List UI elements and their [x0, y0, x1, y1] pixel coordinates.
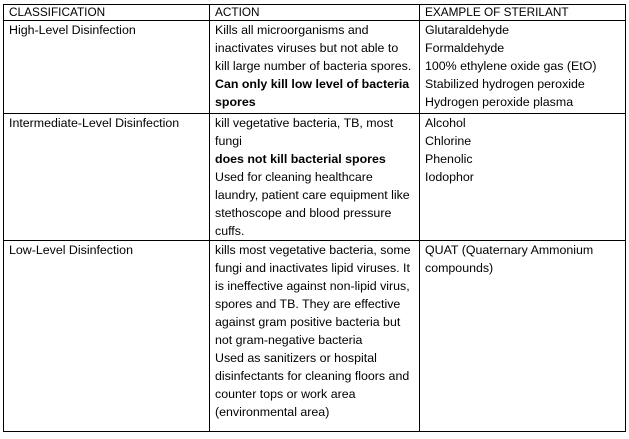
table-row [4, 114, 626, 241]
classification-label: Low-Level Disinfection [9, 243, 133, 257]
sterilant-item: Phenolic [425, 152, 473, 166]
classification-label: High-Level Disinfection [9, 23, 136, 37]
action-text: Kills all microorganisms and inactivates viruses but not able to kill large number of bacteria spores. [215, 23, 412, 73]
sterilant-item: 100% ethylene oxide gas (EtO) [425, 59, 597, 73]
sterilant-item: Stabilized hydrogen peroxide [425, 77, 585, 91]
sterilant-item: Alcohol [425, 116, 466, 130]
action-text-usage: Used for cleaning healthcare laundry, patient care equipment like stethoscope and blood pressure cuffs. [215, 170, 410, 238]
classification-cell [4, 114, 210, 241]
sterilant-item: Glutaraldehyde [425, 23, 510, 37]
action-bold-text: does not kill bacterial spores [215, 152, 386, 166]
sterilant-cell [420, 241, 626, 432]
action-cell [210, 241, 420, 432]
action-text: kills most vegetative bacteria, some fungi and inactivates lipid viruses. It is ineffective against non-lipid virus, spores and TB. They are effective against gram positive bacteria but not gram-negative bacteria [215, 243, 411, 347]
action-cell [210, 21, 420, 114]
sterilant-cell [420, 21, 626, 114]
sterilant-item: Iodophor [425, 170, 474, 184]
action-bold-text: Can only kill low level of bacteria spores [215, 77, 410, 109]
action-text: kill vegetative bacteria, TB, most fungi [215, 116, 394, 148]
action-cell [210, 114, 420, 241]
sterilant-item: Formaldehyde [425, 41, 505, 55]
sterilant-cell [420, 114, 626, 241]
disinfection-classification-table [3, 4, 626, 432]
header-classification: CLASSIFICATION [4, 5, 210, 21]
table-row [4, 241, 626, 432]
action-text-usage: Used as sanitizers or hospital disinfectants for cleaning floors and counter tops or work area (environmental area) [215, 351, 410, 419]
sterilant-item: Hydrogen peroxide plasma [425, 95, 574, 109]
header-action: ACTION [210, 5, 420, 21]
classification-label: Intermediate-Level Disinfection [9, 116, 180, 130]
table-row [4, 21, 626, 114]
header-sterilant: EXAMPLE OF STERILANT [420, 5, 626, 21]
table-header-row [4, 5, 626, 21]
classification-cell [4, 21, 210, 114]
classification-cell [4, 241, 210, 432]
sterilant-item: Chlorine [425, 134, 472, 148]
sterilant-item: QUAT (Quaternary Ammonium compounds) [425, 243, 594, 275]
